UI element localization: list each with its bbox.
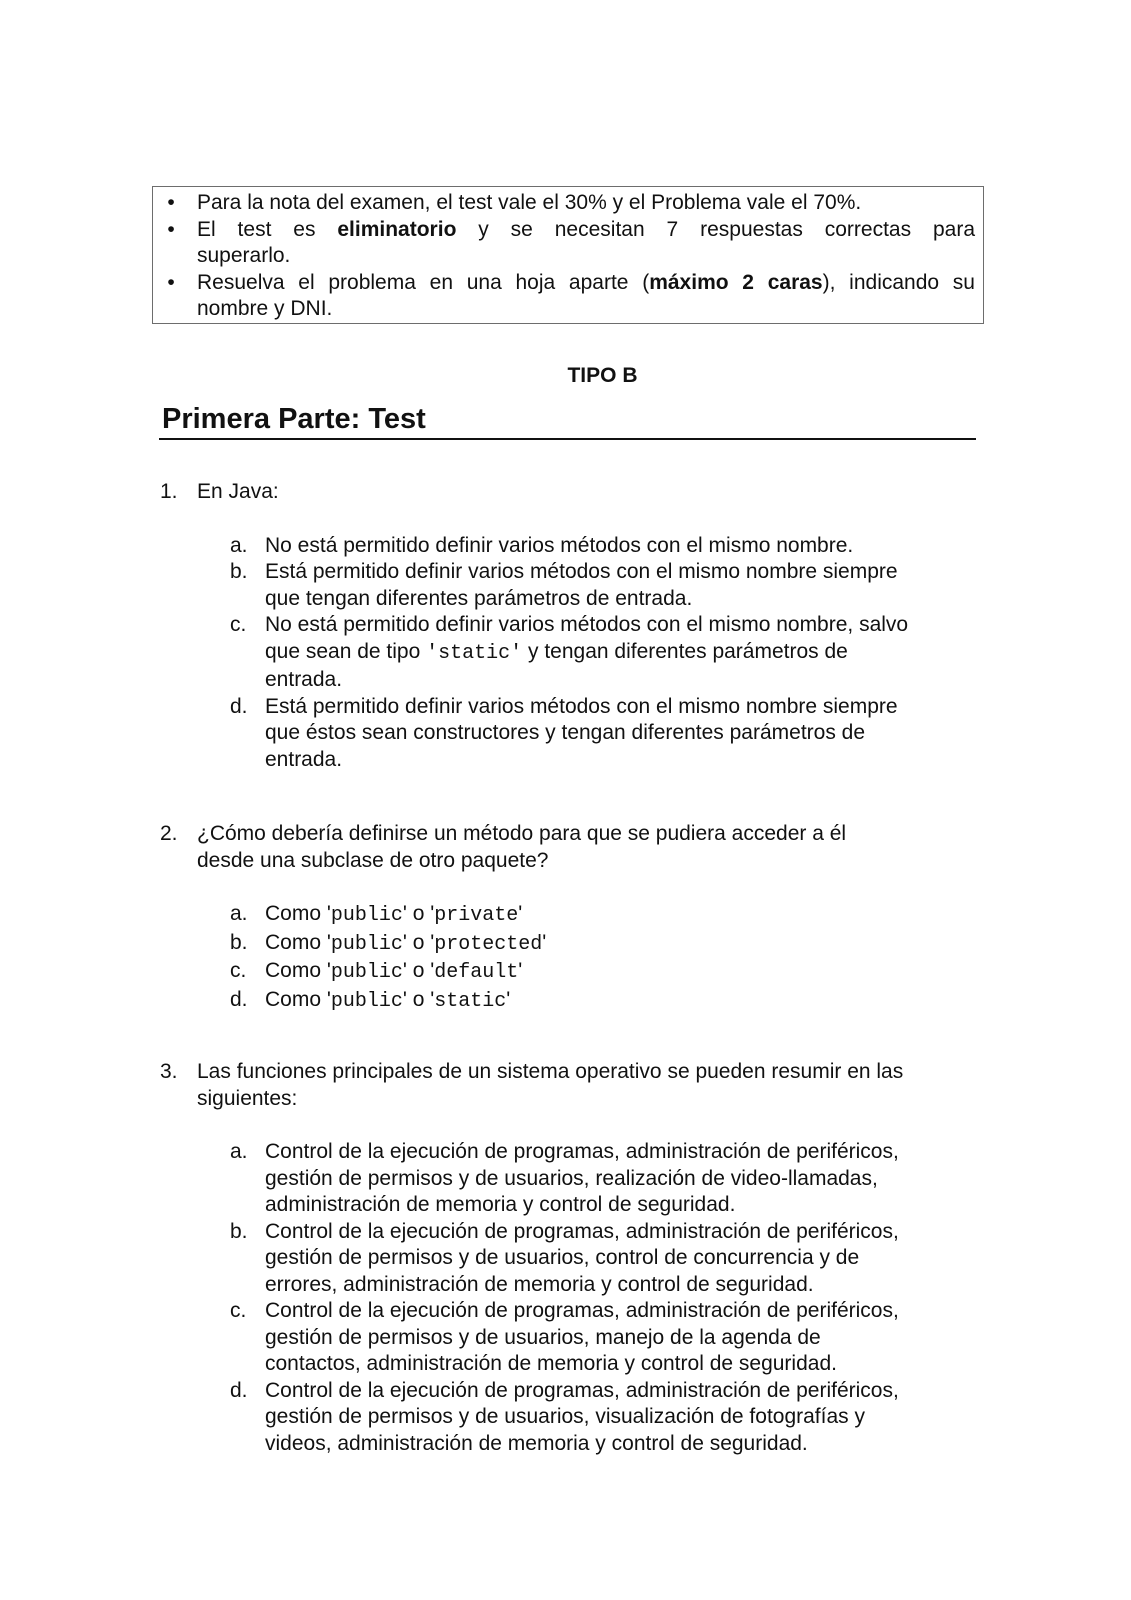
option-letter: c.: [230, 959, 247, 982]
question-text: siguientes:: [197, 1086, 298, 1110]
option-letter: a.: [230, 1140, 248, 1163]
bullet-icon: •: [167, 191, 175, 214]
code-keyword: default: [434, 961, 519, 984]
option-text: gestión de permisos y de usuarios, control de concurrencia y de: [265, 1246, 860, 1269]
option-c: [160, 1298, 980, 1378]
instructions-list: [153, 190, 983, 323]
question-text: ¿Cómo debería definirse un método para que se pudiera acceder a él: [197, 822, 847, 845]
option-text: Control de la ejecución de programas, administración de periféricos,: [265, 1299, 899, 1322]
option-text: Control de la ejecución de programas, administración de periféricos,: [265, 1219, 899, 1243]
instruction-text: nombre y DNI.: [197, 297, 333, 320]
question-stem: [160, 1059, 980, 1112]
instruction-text: Resuelva el problema en una hoja aparte (: [197, 270, 650, 294]
option-text: Control de la ejecución de programas, administración de periféricos,: [265, 1378, 899, 1402]
question-number: 2.: [160, 822, 178, 845]
section-divider: [159, 438, 976, 440]
option-letter: b.: [230, 1219, 248, 1243]
option-letter: b.: [230, 560, 248, 583]
option-text: Control de la ejecución de programas, administración de periféricos,: [265, 1140, 899, 1163]
option-text: y tengan diferentes parámetros de: [522, 639, 848, 663]
instruction-text: Para la nota del examen, el test vale el 30% y el Problema vale el 70%.: [197, 191, 862, 214]
option-letter: a.: [230, 533, 248, 557]
option-text: gestión de permisos y de usuarios, manejo de la agenda de: [265, 1325, 821, 1349]
option-text: ': [542, 930, 547, 954]
question-number: 1.: [160, 480, 178, 503]
option-a: [160, 533, 980, 560]
option-letter: c.: [230, 613, 247, 636]
bullet-icon: •: [167, 270, 175, 294]
instruction-text: El test es: [197, 217, 338, 241]
instruction-item: [153, 190, 983, 217]
option-c: [160, 612, 980, 694]
instruction-text: ), indicando su: [822, 270, 975, 294]
option-letter: b.: [230, 930, 248, 954]
option-text: entrada.: [265, 747, 343, 771]
question-2: [160, 821, 980, 1015]
question-text: Las funciones principales de un sistema operativo se pueden resumir en las: [197, 1060, 904, 1083]
option-letter: d.: [230, 987, 248, 1011]
instruction-item: [153, 217, 983, 270]
instruction-text: y se necesitan 7 respuestas correctas para: [456, 217, 975, 241]
option-d: [160, 987, 980, 1016]
option-text: gestión de permisos y de usuarios, visualización de fotografías y: [265, 1405, 865, 1428]
option-text: ': [518, 959, 523, 982]
question-text: desde una subclase de otro paquete?: [197, 848, 549, 872]
option-text: ' o ': [402, 902, 435, 925]
option-a: [160, 1139, 980, 1219]
option-b: [160, 930, 980, 959]
code-keyword: public: [330, 904, 403, 927]
question-3: [160, 1059, 980, 1457]
option-text: Como ': [265, 902, 331, 925]
option-letter: d.: [230, 694, 248, 718]
code-keyword: public: [330, 961, 403, 984]
option-text: ' o ': [402, 930, 435, 954]
option-text: Está permitido definir varios métodos con el mismo nombre siempre: [265, 694, 898, 718]
bullet-icon: •: [167, 217, 175, 241]
option-text: Está permitido definir varios métodos con el mismo nombre siempre: [265, 560, 898, 583]
option-text: videos, administración de memoria y control de seguridad.: [265, 1431, 808, 1455]
exam-type-label: TIPO B: [567, 364, 638, 387]
code-keyword: public: [330, 932, 403, 956]
question-number: 3.: [160, 1060, 178, 1083]
option-text: contactos, administración de memoria y control de seguridad.: [265, 1352, 837, 1375]
instruction-item: [153, 270, 983, 323]
instruction-emphasis: eliminatorio: [337, 217, 457, 241]
options-list: [160, 533, 980, 774]
option-letter: c.: [230, 1299, 247, 1322]
option-text: ' o ': [402, 959, 435, 982]
question-stem: [160, 821, 980, 874]
code-keyword: protected: [434, 932, 543, 956]
option-text: gestión de permisos y de usuarios, realización de video-llamadas,: [265, 1166, 878, 1190]
option-text: que sean de tipo: [265, 639, 427, 663]
option-text: errores, administración de memoria y control de seguridad.: [265, 1272, 814, 1296]
instruction-line: [197, 217, 975, 244]
instruction-emphasis: máximo 2 caras: [649, 270, 823, 294]
option-text: ': [518, 902, 523, 925]
option-d: [160, 694, 980, 774]
option-text: que tengan diferentes parámetros de entrada.: [265, 586, 693, 610]
option-text: No está permitido definir varios métodos con el mismo nombre.: [265, 533, 854, 557]
question-stem: [160, 479, 980, 506]
option-a: [160, 901, 980, 930]
code-keyword: static: [434, 989, 507, 1013]
question-text: En Java:: [197, 480, 279, 503]
instruction-text: superarlo.: [197, 244, 291, 267]
section-title: Primera Parte: Test: [162, 403, 426, 435]
options-list: [160, 901, 980, 1015]
option-c: [160, 958, 980, 987]
code-keyword: 'static': [426, 641, 523, 665]
option-letter: a.: [230, 902, 248, 925]
option-text: Como ': [265, 959, 331, 982]
instruction-line: [197, 270, 975, 297]
option-text: que éstos sean constructores y tengan diferentes parámetros de: [265, 721, 866, 744]
option-text: No está permitido definir varios métodos con el mismo nombre, salvo: [265, 613, 909, 636]
option-b: [160, 1219, 980, 1299]
option-b: [160, 559, 980, 612]
code-keyword: private: [434, 904, 519, 927]
question-1: [160, 479, 980, 773]
code-keyword: public: [330, 989, 403, 1013]
option-text: entrada.: [265, 668, 343, 691]
instructions-box: [152, 186, 984, 324]
option-letter: d.: [230, 1378, 248, 1402]
option-text: Como ': [265, 987, 331, 1011]
option-line: [265, 639, 972, 668]
option-text: administración de memoria y control de seguridad.: [265, 1193, 736, 1216]
option-text: ' o ': [402, 987, 435, 1011]
options-list: [160, 1139, 980, 1457]
option-d: [160, 1378, 980, 1458]
option-text: ': [506, 987, 511, 1011]
option-text: Como ': [265, 930, 331, 954]
